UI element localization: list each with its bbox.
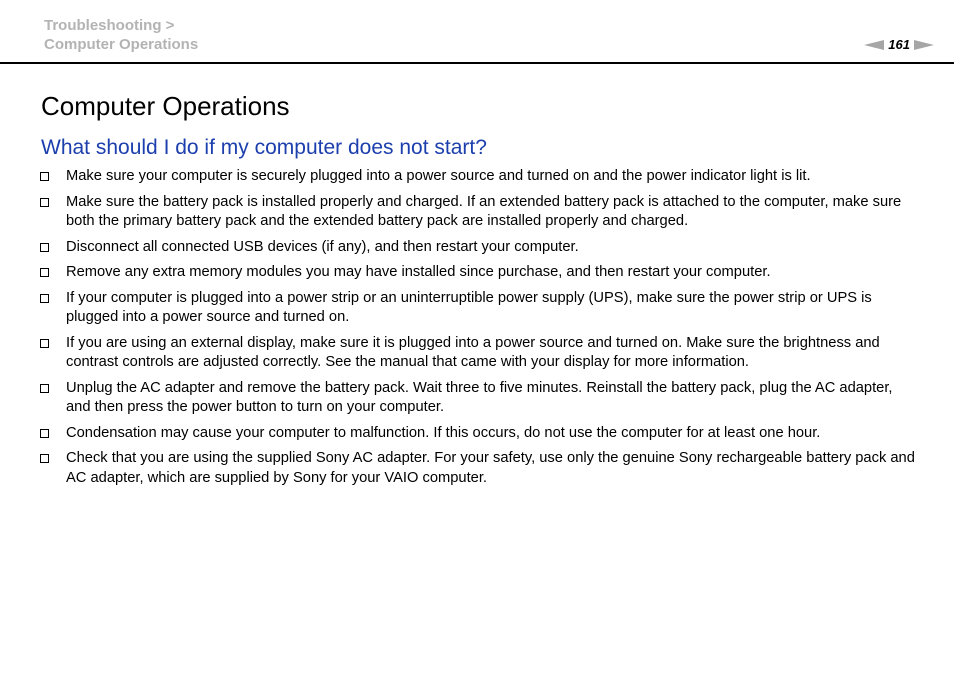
list-item-text: Make sure your computer is securely plugged into a power source and turned on and the power indicator light is lit.	[66, 168, 811, 184]
list-item	[40, 424, 920, 444]
header-divider	[0, 62, 954, 64]
troubleshooting-checklist	[40, 167, 920, 494]
list-item	[40, 238, 920, 258]
list-item-text: If your computer is plugged into a power strip or an uninterruptible power supply (UPS), make sure the power strip or UPS is plugged into a power source and turned on.	[66, 289, 872, 325]
checkbox-bullet-icon	[40, 384, 49, 393]
list-item-text: Make sure the battery pack is installed properly and charged. If an extended battery pack is attached to the computer, make sure both the primary battery pack and the extended battery pack are installed properly and charged.	[66, 193, 902, 229]
checkbox-bullet-icon	[40, 172, 49, 181]
list-item	[40, 334, 920, 373]
list-item	[40, 289, 920, 328]
breadcrumb	[44, 16, 198, 54]
checkbox-bullet-icon	[40, 243, 49, 252]
checkbox-bullet-icon	[40, 268, 49, 277]
page-number: 161	[888, 37, 910, 52]
list-item-text: If you are using an external display, make sure it is plugged into a power source and turned on. Make sure the brightness and contrast controls are adjusted correctly. See the manual that came with your display for more information.	[66, 334, 880, 370]
list-item	[40, 193, 920, 232]
list-item	[40, 167, 920, 187]
breadcrumb-current: Computer Operations	[44, 36, 199, 53]
checkbox-bullet-icon	[40, 339, 49, 348]
page-title: Computer Operations	[41, 91, 290, 121]
next-page-arrow-icon[interactable]	[914, 40, 934, 50]
previous-page-arrow-icon[interactable]	[864, 40, 884, 50]
checkbox-bullet-icon	[40, 454, 49, 463]
page-navigator	[864, 36, 934, 54]
list-item	[40, 379, 920, 418]
list-item-text: Remove any extra memory modules you may have installed since purchase, and then restart your computer.	[66, 264, 771, 280]
breadcrumb-parent[interactable]: Troubleshooting >	[44, 17, 175, 34]
list-item	[40, 449, 920, 488]
checkbox-bullet-icon	[40, 198, 49, 207]
list-item-text: Unplug the AC adapter and remove the battery pack. Wait three to five minutes. Reinstall the battery pack, plug the AC adapter, and then press the power button to turn on your computer.	[66, 379, 893, 415]
list-item	[40, 263, 920, 283]
checkbox-bullet-icon	[40, 294, 49, 303]
list-item-text: Check that you are using the supplied Sony AC adapter. For your safety, use only the genuine Sony rechargeable battery pack and AC adapter, which are supplied by Sony for your VAIO computer.	[66, 450, 915, 486]
list-item-text: Disconnect all connected USB devices (if any), and then restart your computer.	[66, 238, 579, 255]
list-item-text: Condensation may cause your computer to malfunction. If this occurs, do not use the computer for at least one hour.	[66, 424, 821, 441]
checkbox-bullet-icon	[40, 429, 49, 438]
section-heading: What should I do if my computer does not start?	[41, 136, 487, 159]
